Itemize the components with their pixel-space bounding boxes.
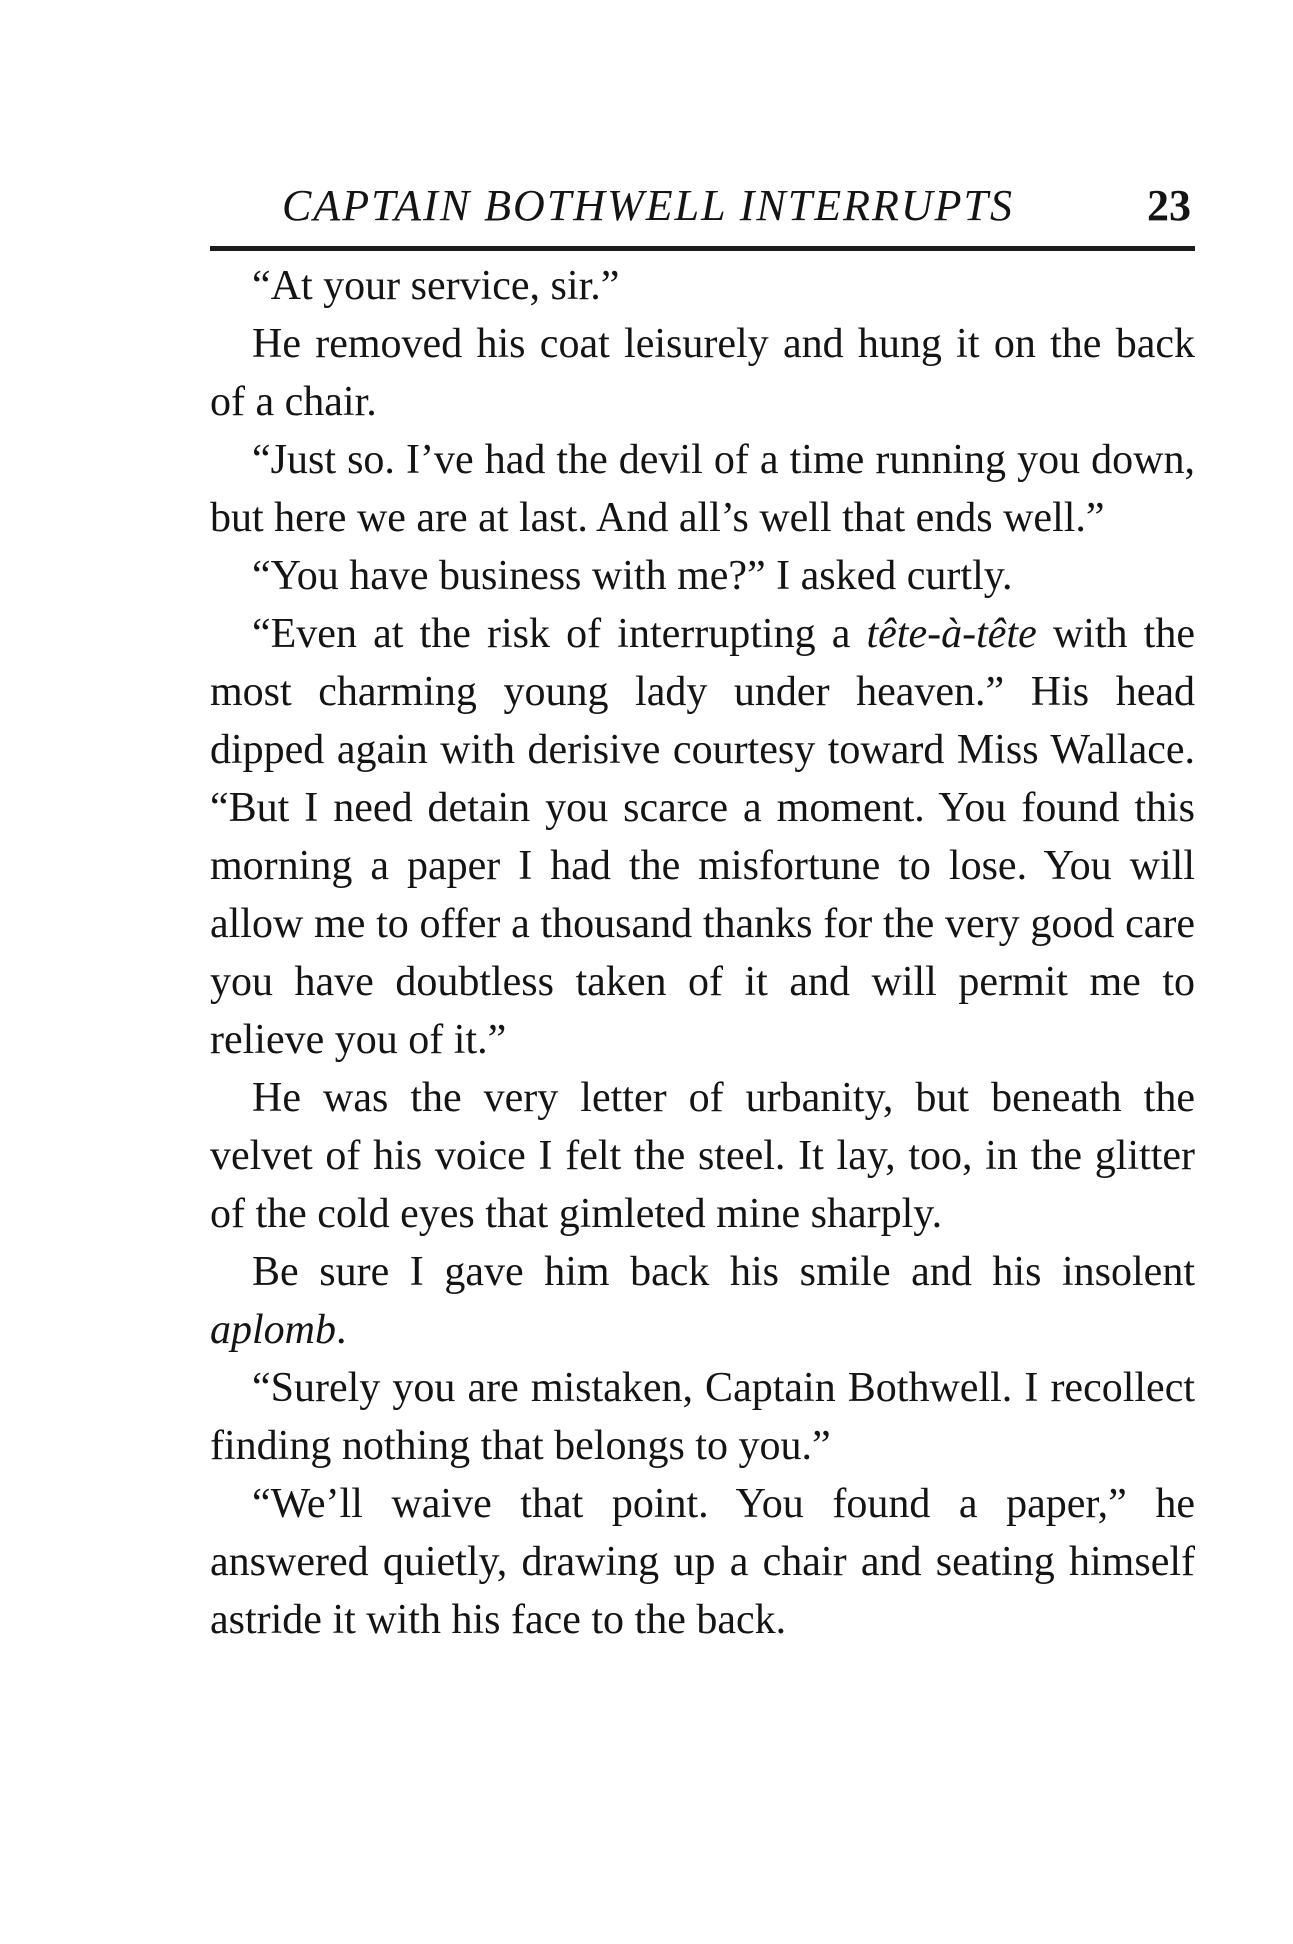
paragraph: “At your service, sir.” — [252, 263, 620, 309]
paragraph-text: Be sure I gave him back his smile and his insolent — [252, 1249, 1195, 1295]
paragraph-text: “Even at the risk of interrupting a — [252, 611, 867, 657]
paragraph-text: with the most charming young lady under heaven.” His head dipped again with derisive courtesy toward Miss Wallace. “But I need detain you scarce a moment. You found this morning a paper I had the misfortune to lose. You will allow me to offer a thousand thanks for the very good care you have doubtless taken of it and will permit me to relieve you of it.” — [210, 611, 1195, 1063]
running-head — [210, 178, 1195, 234]
paragraph: “You have business with me?” I asked curtly. — [252, 553, 1013, 599]
paragraph-text: . — [336, 1307, 347, 1353]
paragraph: “Surely you are mistaken, Captain Bothwell. I recollect finding nothing that belongs to you.” — [210, 1365, 1195, 1469]
paragraph: “We’ll waive that point. You found a paper,” he answered quietly, drawing up a chair and seating himself astride it with his face to the back. — [210, 1481, 1195, 1643]
header-rule — [210, 246, 1195, 251]
running-title: CAPTAIN BOTHWELL INTERRUPTS — [282, 181, 1014, 230]
italic-phrase: aplomb — [210, 1307, 336, 1353]
page-number: 23 — [1147, 181, 1191, 230]
paragraph — [210, 1243, 1195, 1359]
paragraph: He removed his coat leisurely and hung it on the back of a chair. — [210, 321, 1195, 425]
paragraph — [210, 605, 1195, 1069]
paragraph: “Just so. I’ve had the devil of a time running you down, but here we are at last. And all’s well that ends well.” — [210, 437, 1195, 541]
book-page — [210, 178, 1195, 1649]
italic-phrase: tête-à-tête — [866, 611, 1037, 657]
paragraph: He was the very letter of urbanity, but beneath the velvet of his voice I felt the steel. It lay, too, in the glitter of the cold eyes that gimleted mine sharply. — [210, 1075, 1195, 1237]
body-text — [210, 257, 1195, 1649]
